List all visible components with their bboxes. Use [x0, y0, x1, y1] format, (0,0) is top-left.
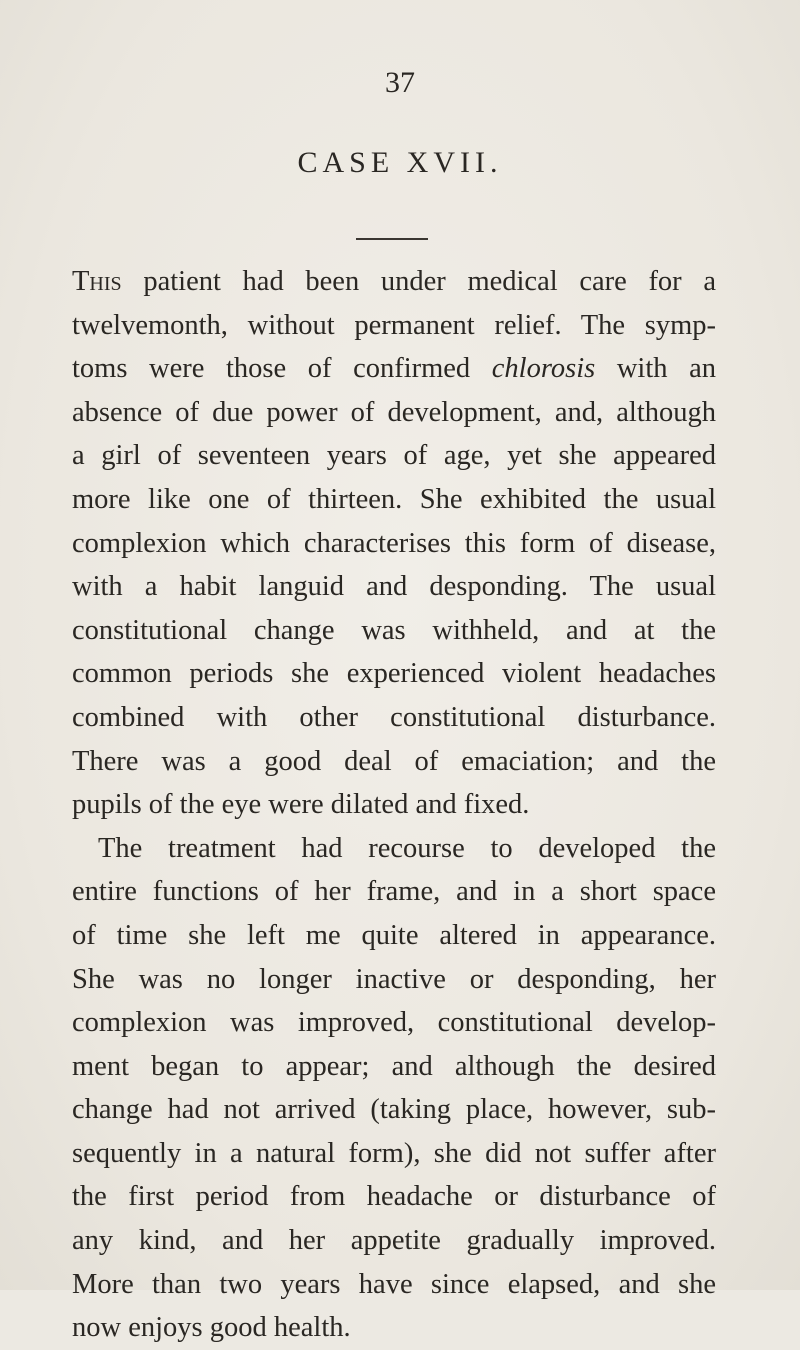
text-line: complexion was improved, constitutional develop-: [72, 1007, 716, 1039]
text-fragment: with an: [616, 353, 716, 385]
text-line: any kind, and her appetite gradually improved.: [72, 1225, 716, 1257]
page-number: 37: [385, 66, 415, 99]
text-line: more like one of thirteen. She exhibited the usual: [72, 483, 716, 515]
text-line: ment began to appear; and although the desired: [72, 1050, 716, 1082]
text-line: pupils of the eye were dilated and fixed.: [72, 789, 530, 821]
text-line: She was no longer inactive or desponding, her: [72, 963, 716, 995]
emphasized-term: chlorosis: [491, 353, 596, 385]
text-line: [72, 347, 716, 391]
heading-rule: [356, 238, 428, 240]
text-line: sequently in a natural form), she did not suffer after: [72, 1137, 716, 1169]
case-heading: CASE XVII.: [297, 146, 503, 179]
text-line: complexion which characterises this form of disease,: [72, 527, 716, 559]
text-line: with a habit languid and desponding. The usual: [72, 571, 716, 603]
text-line: [72, 260, 716, 304]
text-line: entire functions of her frame, and in a short space: [72, 876, 716, 908]
text-line: change had not arrived (taking place, however, sub-: [72, 1094, 716, 1126]
text-line: There was a good deal of emaciation; and the: [72, 745, 716, 777]
text-line: now enjoys good health.: [72, 1312, 351, 1344]
text-line: absence of due power of development, and, although: [72, 396, 716, 428]
text-line: More than two years have since elapsed, and she: [72, 1268, 716, 1300]
case-text: [72, 260, 716, 1350]
text-fragment: patient had been under medical care for a: [143, 266, 717, 297]
text-line: constitutional change was withheld, and at the: [72, 614, 716, 646]
text-line: a girl of seventeen years of age, yet she appeared: [72, 440, 716, 472]
text-line: twelvemonth, without permanent relief. The symp-: [72, 309, 716, 341]
text-line: of time she left me quite altered in appearance.: [72, 919, 716, 951]
text-fragment: toms were those of confirmed: [72, 353, 471, 385]
opening-word: This: [72, 266, 122, 297]
text-line: the first period from headache or disturbance of: [72, 1181, 716, 1213]
text-line: common periods she experienced violent headaches: [72, 658, 716, 690]
text-line: The treatment had recourse to developed the: [98, 832, 716, 864]
text-line: combined with other constitutional disturbance.: [72, 701, 716, 733]
